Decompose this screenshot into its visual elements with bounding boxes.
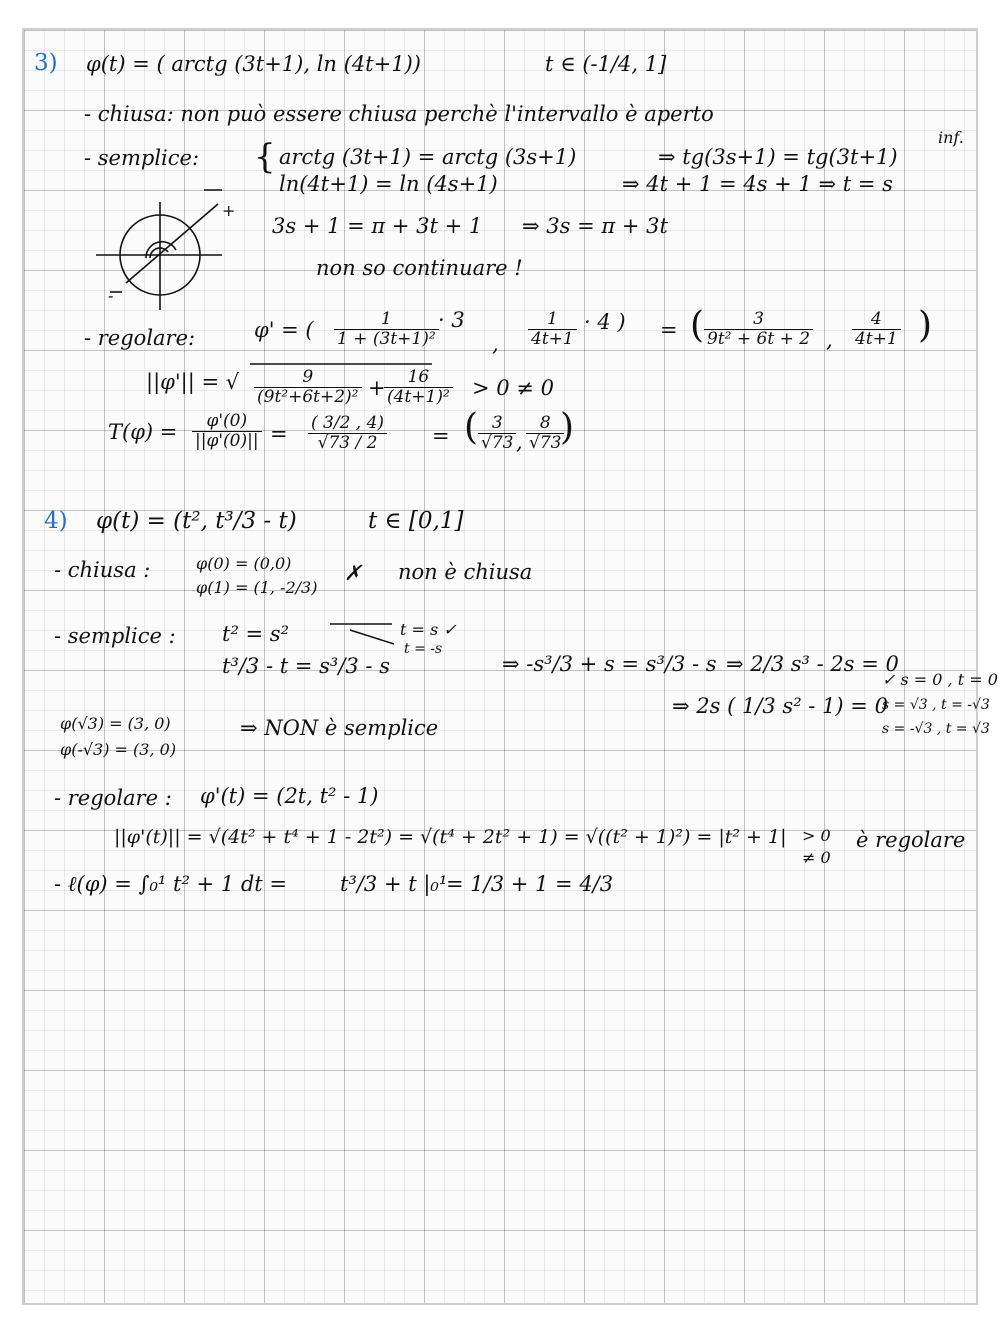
ex3-non-so-continuare: non so continuare ! xyxy=(316,256,523,280)
fraction-denominator: 4t+1 xyxy=(531,328,574,349)
ex3-tangent-lhs: T(φ) = xyxy=(108,420,178,444)
comma: , xyxy=(492,332,499,356)
ex3-regolare-label: - regolare: xyxy=(84,326,196,350)
ex4-derivative: φ'(t) = (2t, t² - 1) xyxy=(200,784,379,808)
circle-plus-sign: + xyxy=(222,201,236,220)
ex4-solution-1: ✓ s = 0 , t = 0 xyxy=(882,670,998,689)
fraction-denominator: √73 xyxy=(529,432,562,453)
fraction-denominator: √73 / 2 xyxy=(317,432,378,453)
equals-sign: = xyxy=(660,318,678,342)
ex3-chiusa-line: - chiusa: non può essere chiusa perchè l'intervallo è aperto xyxy=(84,102,714,126)
fraction-numerator: 1 xyxy=(334,310,439,330)
cross-mark-icon: ✗ xyxy=(344,561,362,585)
fraction-numerator: 3 xyxy=(478,414,516,434)
fraction-denominator: 4t+1 xyxy=(855,328,898,349)
ex3-norm-condition: > 0 ≠ 0 xyxy=(472,376,554,400)
ex4-norm-condition-nonzero: ≠ 0 xyxy=(802,848,831,867)
exercise-4-number: 4) xyxy=(44,508,68,534)
ex4-semplice-label: - semplice : xyxy=(54,624,176,648)
ex3-system-line-2: ln(4t+1) = ln (4s+1) xyxy=(279,172,498,196)
ex3-system-line-1-implication: ⇒ tg(3s+1) = tg(3t+1) xyxy=(658,145,898,169)
system-brace: { xyxy=(254,137,276,177)
comma: , xyxy=(516,430,523,454)
ex3-system-line-1: arctg (3t+1) = arctg (3s+1) xyxy=(279,145,577,169)
exercise-3-definition: φ(t) = ( arctg (3t+1), ln (4t+1)) xyxy=(86,52,421,76)
fraction-denominator: (4t+1)² xyxy=(387,386,450,407)
paren-close: ) xyxy=(918,305,933,346)
fraction-numerator: 3 xyxy=(704,310,813,330)
fraction-numerator: 1 xyxy=(528,310,577,330)
ex4-norm-result: è regolare xyxy=(856,828,966,852)
fraction-denominator: ||φ'(0)|| xyxy=(195,430,259,451)
ex3-chiusa-note: inf. xyxy=(938,128,964,147)
fraction-numerator: 8 xyxy=(526,414,564,434)
ex4-chiusa-phi0: φ(0) = (0,0) xyxy=(196,554,292,573)
fraction-numerator: 4 xyxy=(852,310,901,330)
exercise-3-number: 3) xyxy=(34,50,58,76)
ex4-length-lhs: - ℓ(φ) = ∫₀¹ t² + 1 dt = xyxy=(54,872,287,896)
ex3-eq-pi: 3s + 1 = π + 3t + 1 xyxy=(272,214,483,238)
comma: , xyxy=(826,328,833,352)
fraction-numerator: 9 xyxy=(254,368,362,388)
ex4-semplice-step2: ⇒ 2/3 s³ - 2s = 0 xyxy=(726,652,899,676)
exercise-3-domain: t ∈ (-1/4, 1] xyxy=(545,52,667,76)
ex4-phi-sqrt3: φ(√3) = (3, 0) xyxy=(60,714,171,733)
paren-open: ( xyxy=(690,305,705,346)
paren-open: ( xyxy=(464,407,479,448)
ex4-phi-minus-sqrt3: φ(-√3) = (3, 0) xyxy=(60,740,177,759)
fraction-denominator: 1 + (3t+1)² xyxy=(337,328,436,349)
ex4-semplice-eq2: t³/3 - t = s³/3 - s xyxy=(222,654,390,678)
ex3-phi-prime-lhs: φ' = ( xyxy=(254,318,314,342)
fraction-numerator: 16 xyxy=(384,368,453,388)
ex4-length-antiderivative: t³/3 + t |₀¹ xyxy=(340,872,448,896)
ex4-semplice-step1: ⇒ -s³/3 + s = s³/3 - s xyxy=(502,652,717,676)
ex4-chiusa-phi1: φ(1) = (1, -2/3) xyxy=(196,578,318,597)
circle-minus-sign: - xyxy=(108,286,114,305)
ex4-chiusa-label: - chiusa : xyxy=(54,558,151,582)
fraction-denominator: √73 xyxy=(481,432,514,453)
ex4-length-result: = 1/3 + 1 = 4/3 xyxy=(446,872,614,896)
fraction-numerator: φ'(0) xyxy=(192,412,262,432)
equals-sign: = xyxy=(432,424,450,448)
equals-sign: = xyxy=(270,422,288,446)
ex3-semplice-label: - semplice: xyxy=(84,146,200,170)
ex3-norm-lhs: ||φ'|| = √ xyxy=(146,370,240,394)
ex4-regolare-label: - regolare : xyxy=(54,786,172,810)
ex4-chiusa-result: non è chiusa xyxy=(398,560,533,584)
ex3-system-line-2-implication: ⇒ 4t + 1 = 4s + 1 ⇒ t = s xyxy=(622,172,893,196)
paren-close: ) xyxy=(560,407,575,448)
ex4-norm-line: ||φ'(t)|| = √(4t² + t⁴ + 1 - 2t²) = √(t⁴ + 2t² + 1) = √((t² + 1)²) = |t² + 1| xyxy=(114,826,787,848)
ex4-norm-condition-positive: > 0 xyxy=(802,826,831,845)
ex3-derivative-mult-2: · 4 ) xyxy=(584,310,626,334)
ex4-solution-2: s = √3 , t = -√3 xyxy=(882,697,990,713)
ex3-derivative-mult-1: · 3 xyxy=(438,308,465,332)
ex4-semplice-step3: ⇒ 2s ( 1/3 s² - 1) = 0 xyxy=(672,694,888,718)
exercise-4-domain: t ∈ [0,1] xyxy=(368,508,464,534)
ex4-branch-t-equals-minus-s: t = -s xyxy=(404,641,443,657)
ex4-solution-3: s = -√3 , t = √3 xyxy=(882,721,990,737)
ex4-branch-t-equals-s: t = s ✓ xyxy=(400,620,457,639)
fraction-numerator: ( 3/2 , 4) xyxy=(308,414,387,434)
ex4-semplice-eq1: t² = s² xyxy=(222,622,289,646)
ex4-non-semplice: ⇒ NON è semplice xyxy=(240,716,439,740)
fraction-denominator: (9t²+6t+2)² xyxy=(257,386,359,407)
ex3-eq-pi-implication: ⇒ 3s = π + 3t xyxy=(522,214,668,238)
exercise-4-definition: φ(t) = (t², t³/3 - t) xyxy=(96,508,297,534)
ex3-norm-plus: + xyxy=(368,376,386,400)
fraction-denominator: 9t² + 6t + 2 xyxy=(707,328,811,349)
